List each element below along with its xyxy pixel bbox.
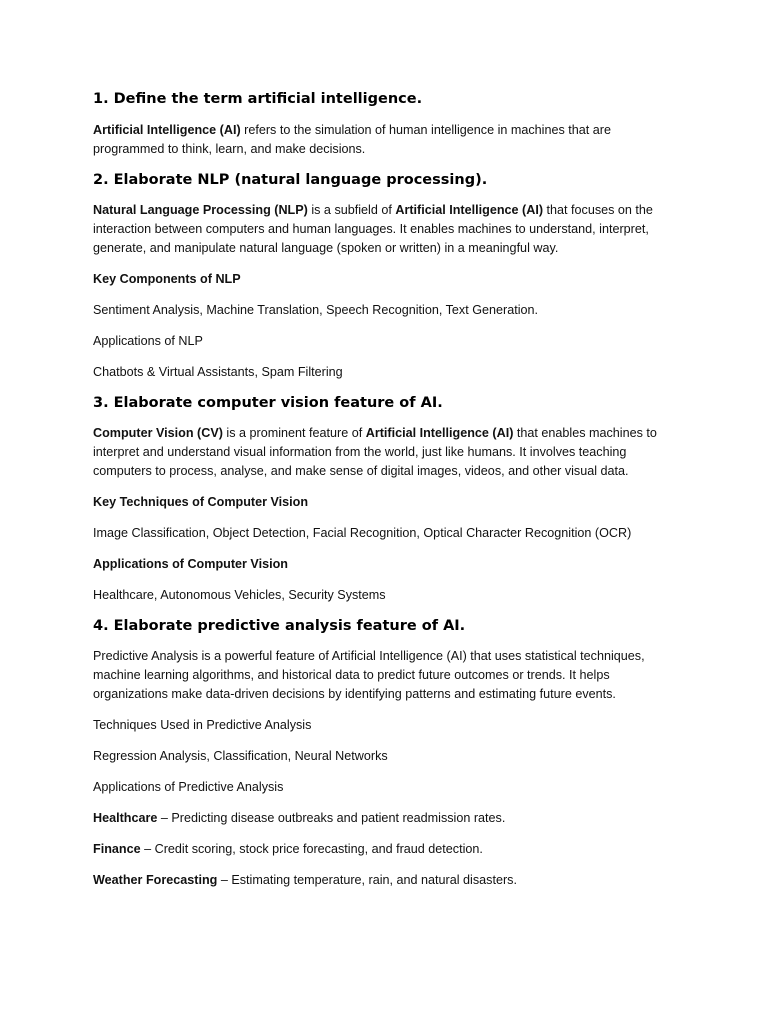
section-1-definition bbox=[93, 121, 678, 159]
section-3-intro bbox=[93, 424, 678, 481]
section-1 bbox=[93, 90, 678, 159]
section-4-heading: 4. Elaborate predictive analysis feature of AI. bbox=[93, 618, 466, 634]
intro-text: is a subfield of bbox=[307, 203, 396, 217]
section-4-subheading-techniques: Techniques Used in Predictive Analysis bbox=[93, 718, 312, 732]
term-cv: Computer Vision (CV) bbox=[93, 426, 223, 440]
section-3-subheading-applications bbox=[93, 555, 678, 574]
section-4-techniques-list: Regression Analysis, Classification, Neural Networks bbox=[93, 749, 388, 763]
section-3-applications-list: Healthcare, Autonomous Vehicles, Security Systems bbox=[93, 588, 386, 602]
section-2-subheading-applications: Applications of NLP bbox=[93, 334, 203, 348]
term-nlp: Natural Language Processing (NLP) bbox=[93, 203, 308, 217]
section-4-intro: Predictive Analysis is a powerful feature of Artificial Intelligence (AI) that uses statistical techniques, machine learning algorithms, and historical data to predict future outcomes or trends. It helps organizations make data-driven decisions by identifying patterns and estimating future events. bbox=[93, 649, 645, 701]
definition-text: refers to the simulation of human intelligence in machines that are programmed to think, learn, and make decisions. bbox=[93, 123, 611, 156]
section-3-subheading-techniques bbox=[93, 493, 678, 512]
application-desc: – Estimating temperature, rain, and natural disasters. bbox=[217, 873, 517, 887]
section-4 bbox=[93, 617, 678, 890]
application-item-healthcare bbox=[93, 809, 678, 828]
intro-text: that focuses on the interaction between computers and human languages. It enables machines to understand, interpret, generate, and manipulate natural language (spoken or written) in a meaningful way. bbox=[93, 203, 653, 255]
subheading-text: Key Techniques of Computer Vision bbox=[93, 495, 309, 509]
application-term: Healthcare bbox=[93, 811, 158, 825]
term-ai: Artificial Intelligence (AI) bbox=[395, 203, 544, 217]
section-2 bbox=[93, 171, 678, 382]
application-desc: – Credit scoring, stock price forecasting, and fraud detection. bbox=[140, 842, 483, 856]
application-item-weather bbox=[93, 871, 678, 890]
intro-text: that enables machines to interpret and understand visual information from the world, just like humans. It involves teaching computers to process, analyse, and make sense of digital images, videos, and other visual data. bbox=[93, 426, 657, 478]
application-item-finance bbox=[93, 840, 678, 859]
subheading-text: Key Components of NLP bbox=[93, 272, 241, 286]
section-2-heading: 2. Elaborate NLP (natural language processing). bbox=[93, 172, 488, 188]
term-ai: Artificial Intelligence (AI) bbox=[93, 123, 241, 137]
section-2-applications-list: Chatbots & Virtual Assistants, Spam Filtering bbox=[93, 365, 343, 379]
section-3 bbox=[93, 394, 678, 605]
section-4-subheading-applications: Applications of Predictive Analysis bbox=[93, 780, 284, 794]
section-2-components-list: Sentiment Analysis, Machine Translation, Speech Recognition, Text Generation. bbox=[93, 303, 538, 317]
application-term: Finance bbox=[93, 842, 141, 856]
application-desc: – Predicting disease outbreaks and patient readmission rates. bbox=[157, 811, 506, 825]
section-3-techniques-list: Image Classification, Object Detection, Facial Recognition, Optical Character Recognition (OCR) bbox=[93, 526, 632, 540]
section-3-heading: 3. Elaborate computer vision feature of AI. bbox=[93, 395, 443, 411]
subheading-text: Applications of Computer Vision bbox=[93, 557, 288, 571]
section-2-intro bbox=[93, 201, 678, 258]
section-1-heading: 1. Define the term artificial intelligence. bbox=[93, 91, 423, 107]
intro-text: is a prominent feature of bbox=[222, 426, 366, 440]
application-term: Weather Forecasting bbox=[93, 873, 218, 887]
term-ai: Artificial Intelligence (AI) bbox=[365, 426, 514, 440]
section-2-subheading-components bbox=[93, 270, 678, 289]
